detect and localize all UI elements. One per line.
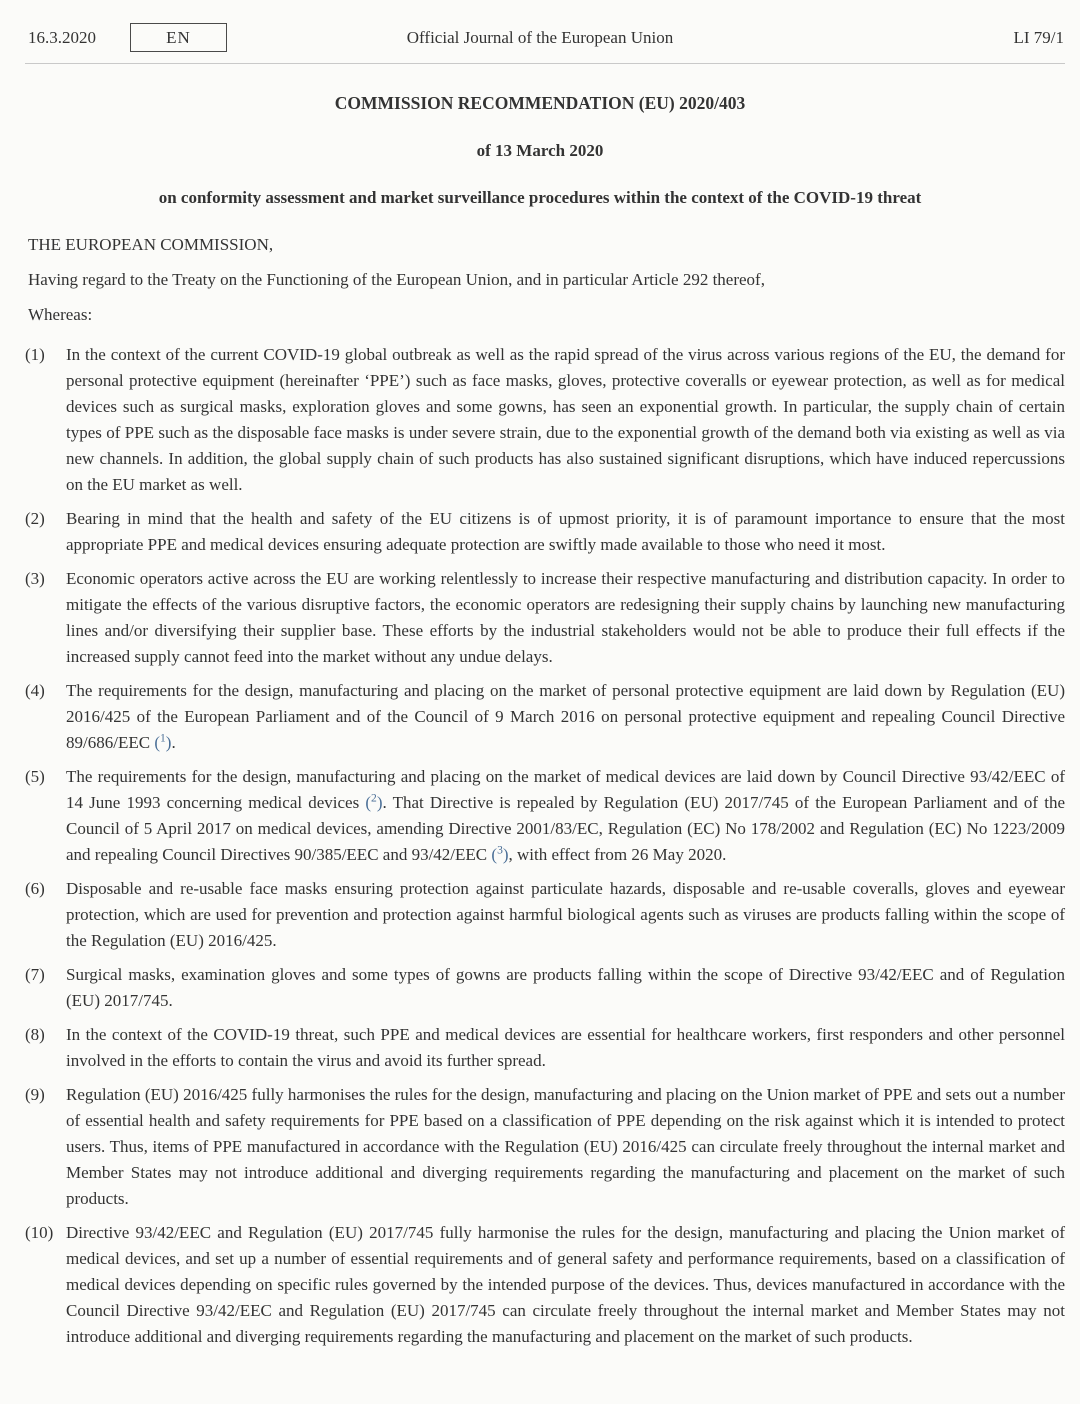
recital-text: Surgical masks, examination gloves and some types of gowns are products falling within the scope of Directive 93/42/EEC and of Regulation (EU) 2017/745. [66,965,1065,1010]
recital-text: In the context of the COVID-19 threat, such PPE and medical devices are essential for healthcare workers, first responders and other personnel involved in the efforts to contain the virus and avoid its further spread. [66,1025,1065,1070]
recital-item [25,1220,1065,1350]
recital-text: The requirements for the design, manufacturing and placing on the market of medical devices are laid down by Council Directive 93/42/EEC of 14 June 1993 concerning medical devices ($^2$). That Directive is repealed by Regulation (EU) 2017/745 of the European Parliament and of the Council of 5 April 2017 on medical devices, amending Directive 2001/83/EC, Regulation (EC) No 178/2002 and Regulation (EC) No 1223/2009 and repealing Council Directives 90/385/EEC and 93/42/EEC ($^3$), with effect from 26 May 2020. [66,767,1065,864]
header-date: 16.3.2020 [28,28,96,47]
recital-text: In the context of the current COVID-19 global outbreak as well as the rapid spread of the virus across various regions of the EU, the demand for personal protective equipment (hereinafter ‘PPE’) such as face masks, gloves, protective coveralls or eyewear protection, as well as for medical devices such as surgical masks, exploration gloves and some gowns, has seen an exponential growth. In particular, the supply chain of certain types of PPE such as the disposable face masks is under severe strain, due to the exponential growth of the demand both via existing as well as via new channels. In addition, the global supply chain of such products has also sustained significant disruptions, which have induced repercussions on the EU market as well. [66,345,1065,494]
recital-number: (2) [25,509,45,528]
recital-item [25,678,1065,756]
footnote-ref[interactable]: ($^1$) [154,731,172,752]
document-body [0,232,1080,1350]
recital-number: (3) [25,569,45,588]
footnote-ref[interactable]: ($^3$) [491,843,509,864]
footnote-ref[interactable]: ($^2$) [365,791,383,812]
title-block [0,93,1080,208]
recital-item [25,962,1065,1014]
recital-number: (6) [25,879,45,898]
recital-number: (7) [25,965,45,984]
document-subject-line: on conformity assessment and market surveillance procedures within the context of the COVID-19 threat [158,188,922,207]
preamble-treaty-line: Having regard to the Treaty on the Functioning of the European Union, and in particular Article 292 thereof, [28,270,765,289]
journal-header [0,0,1080,54]
document-date-line: of 13 March 2020 [476,141,604,160]
recital-text: Directive 93/42/EEC and Regulation (EU) 2017/745 fully harmonise the rules for the design, manufacturing and placing the Union market of medical devices, and set up a number of essential requirements and of general safety and performance requirements, based on a classification of medical devices depending on specific rules governed by the intended purpose of the devices. Thus, devices manufactured in accordance with the Council Directive 93/42/EEC and Regulation (EU) 2017/745 can circulate freely throughout the internal market and Member States may not introduce additional and diverging requirements regarding the manufacturing and placement on the market of such products. [66,1223,1065,1346]
preamble [25,232,1065,328]
recital-number: (5) [25,767,45,786]
recitals-list [25,342,1065,1350]
recital-item [25,506,1065,558]
preamble-whereas-line: Whereas: [28,305,93,324]
recital-number: (10) [25,1223,54,1242]
recital-item [25,876,1065,954]
recital-text: Bearing in mind that the health and safety of the EU citizens is of upmost priority, it is of paramount importance to ensure that the most appropriate PPE and medical devices ensuring adequate protection are swiftly made available to those who need it most. [66,509,1065,554]
recital-item [25,566,1065,670]
recital-text: Regulation (EU) 2016/425 fully harmonises the rules for the design, manufacturing and placing on the Union market of PPE and sets out a number of essential health and safety requirements for PPE based on a classification of PPE depending on the risk against which it is intended to protect users. Thus, items of PPE manufactured in accordance with the Regulation (EU) 2016/425 can circulate freely throughout the internal market and Member States may not introduce additional and diverging requirements regarding the manufacturing and placement on the market of such products. [66,1085,1066,1208]
recital-number: (9) [25,1085,45,1104]
header-divider [25,63,1065,64]
recital-number: (8) [25,1025,45,1044]
recital-item [25,1082,1065,1212]
page-reference: LI 79/1 [1013,28,1064,47]
recital-number: (1) [25,345,45,364]
language-badge: EN [130,23,227,52]
recital-text: Economic operators active across the EU are working relentlessly to increase their respective manufacturing and distribution capacity. In order to mitigate the effects of the various disruptive factors, the economic operators are redesigning their supply chains by launching new manufacturing lines and/or diversifying their supplier base. These efforts by the industrial stakeholders would not be able to produce their full effects if the increased supply cannot feed into the market without any undue delays. [66,569,1065,666]
recital-text: Disposable and re-usable face masks ensuring protection against particulate hazards, disposable and re-usable coveralls, gloves and eyewear protection, which are used for prevention and protection against harmful biological agents such as viruses are products falling within the scope of the Regulation (EU) 2016/425. [66,879,1065,950]
journal-title: Official Journal of the European Union [406,28,674,47]
recital-number: (4) [25,681,45,700]
recital-item [25,764,1065,868]
recital-text: The requirements for the design, manufacturing and placing on the market of personal protective equipment are laid down by Regulation (EU) 2016/425 of the European Parliament and of the Council of 9 March 2016 on personal protective equipment and repealing Council Directive 89/686/EEC ($^1$). [66,681,1065,752]
preamble-commission-line: THE EUROPEAN COMMISSION, [28,235,274,254]
document-title: COMMISSION RECOMMENDATION (EU) 2020/403 [334,93,746,113]
recital-item [25,342,1065,498]
recital-item [25,1022,1065,1074]
